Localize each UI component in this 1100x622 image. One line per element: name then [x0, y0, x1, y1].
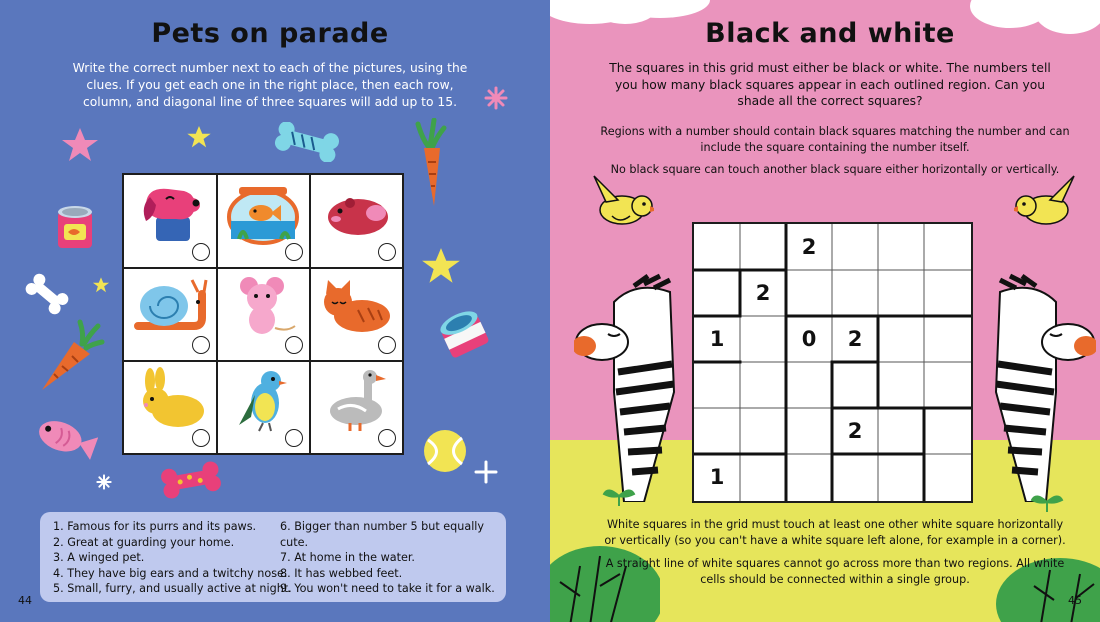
star-icon: [420, 246, 462, 286]
guinea-pig-icon: [318, 181, 394, 247]
sprout-icon: [1030, 490, 1064, 512]
sparkle-icon: [96, 474, 112, 490]
ball-icon: [422, 428, 468, 474]
answer-circle[interactable]: [192, 429, 210, 447]
clues-box: [40, 512, 506, 602]
right-page: [550, 0, 1100, 622]
black-white-puzzle-grid: [692, 222, 973, 503]
clue-item: 7. At home in the water.: [280, 551, 415, 564]
grid-number: 2: [847, 419, 863, 443]
grid-number: 0: [801, 327, 817, 351]
clue-item: 2. Great at guarding your home.: [53, 535, 235, 549]
answer-circle[interactable]: [378, 429, 396, 447]
grid-cell-goose: [310, 361, 402, 453]
bone-toy-icon: [272, 122, 342, 162]
sparkle-icon: [484, 86, 508, 110]
star-icon: [60, 126, 100, 164]
grid-cell-guinea-pig: [310, 175, 402, 267]
grid-cell-bird: [217, 361, 309, 453]
clue-item: 3. A winged pet.: [53, 551, 145, 564]
bone-icon: [22, 272, 72, 316]
clue-item: 6. Bigger than number 5 but equally cute.: [280, 520, 485, 549]
mouse-icon: [225, 274, 301, 340]
pets-magic-square-grid: [122, 173, 404, 455]
pet-food-can-icon: [434, 304, 494, 364]
instructions: Write the correct number next to each of the pictures, using the clues. If you get each one in the right place, then each row, column, and diagonal line of three squares will add up to 15.: [72, 61, 468, 109]
page-title: Black and white: [705, 18, 955, 49]
grid-number: 1: [709, 465, 725, 489]
answer-circle[interactable]: [192, 243, 210, 261]
clue-item: 5. Small, furry, and usually active at night.: [53, 582, 292, 595]
carrot-icon: [404, 118, 454, 210]
clues-list-1: [53, 519, 292, 597]
clues-list-2: [280, 519, 506, 597]
star-icon: [92, 276, 110, 294]
bone-toy-icon: [158, 460, 224, 500]
grid-number: 2: [755, 281, 771, 305]
grid-cell-dog: [124, 175, 216, 267]
zebra-icon: [574, 272, 700, 502]
rule-text: No black square can touch another black square either horizontally or vertically.: [610, 163, 1060, 176]
grid-number: 1: [709, 327, 725, 351]
grid-cell-snail: [124, 268, 216, 360]
answer-circle[interactable]: [378, 243, 396, 261]
grid-number: 2: [801, 235, 817, 259]
bird-icon: [225, 367, 301, 433]
clue-item: 1. Famous for its purrs and its paws.: [53, 520, 257, 533]
grid-number: 2: [847, 327, 863, 351]
plus-icon: [474, 460, 498, 484]
grid-cell-goldfish: [217, 175, 309, 267]
goldfish-bowl-icon: [225, 181, 301, 247]
page-title: Pets on parade: [151, 18, 389, 49]
goose-icon: [318, 367, 394, 433]
grid-cell-rabbit: [124, 361, 216, 453]
rule-text: A straight line of white squares cannot go across more than two regions. All white cells should be connected within a single group.: [605, 557, 1065, 586]
answer-circle[interactable]: [285, 429, 303, 447]
clue-item: 4. They have big ears and a twitchy nose.: [53, 566, 288, 580]
star-icon: [186, 124, 212, 150]
carrot-icon: [36, 316, 108, 396]
clue-item: 8. It has webbed feet.: [280, 566, 403, 580]
grid-cell-cat: [310, 268, 402, 360]
pet-food-can-icon: [52, 202, 98, 254]
zebra-icon: [970, 272, 1096, 502]
page-number: 45: [1068, 594, 1082, 607]
clue-item: 9. You won't need to take it for a walk.: [280, 582, 495, 595]
answer-circle[interactable]: [285, 336, 303, 354]
page-number: 44: [18, 594, 32, 607]
dog-icon: [132, 181, 208, 247]
fish-icon: [32, 410, 98, 466]
instructions: The squares in this grid must either be black or white. The numbers tell you how many black squares appear in each outlined region. Can you shade all the correct squares?: [609, 61, 1051, 108]
rule-text: Regions with a number should contain black squares matching the number and can include the square containing the number itself.: [600, 125, 1070, 154]
rabbit-icon: [132, 367, 208, 433]
answer-circle[interactable]: [378, 336, 396, 354]
answer-circle[interactable]: [285, 243, 303, 261]
answer-circle[interactable]: [192, 336, 210, 354]
rule-text: White squares in the grid must touch at least one other white square horizontally or vertically (so you can't have a white square left alone, for example in a corner).: [604, 518, 1066, 547]
snail-icon: [132, 274, 208, 340]
sprout-icon: [602, 484, 636, 506]
cat-icon: [318, 274, 394, 340]
grid-cell-mouse: [217, 268, 309, 360]
